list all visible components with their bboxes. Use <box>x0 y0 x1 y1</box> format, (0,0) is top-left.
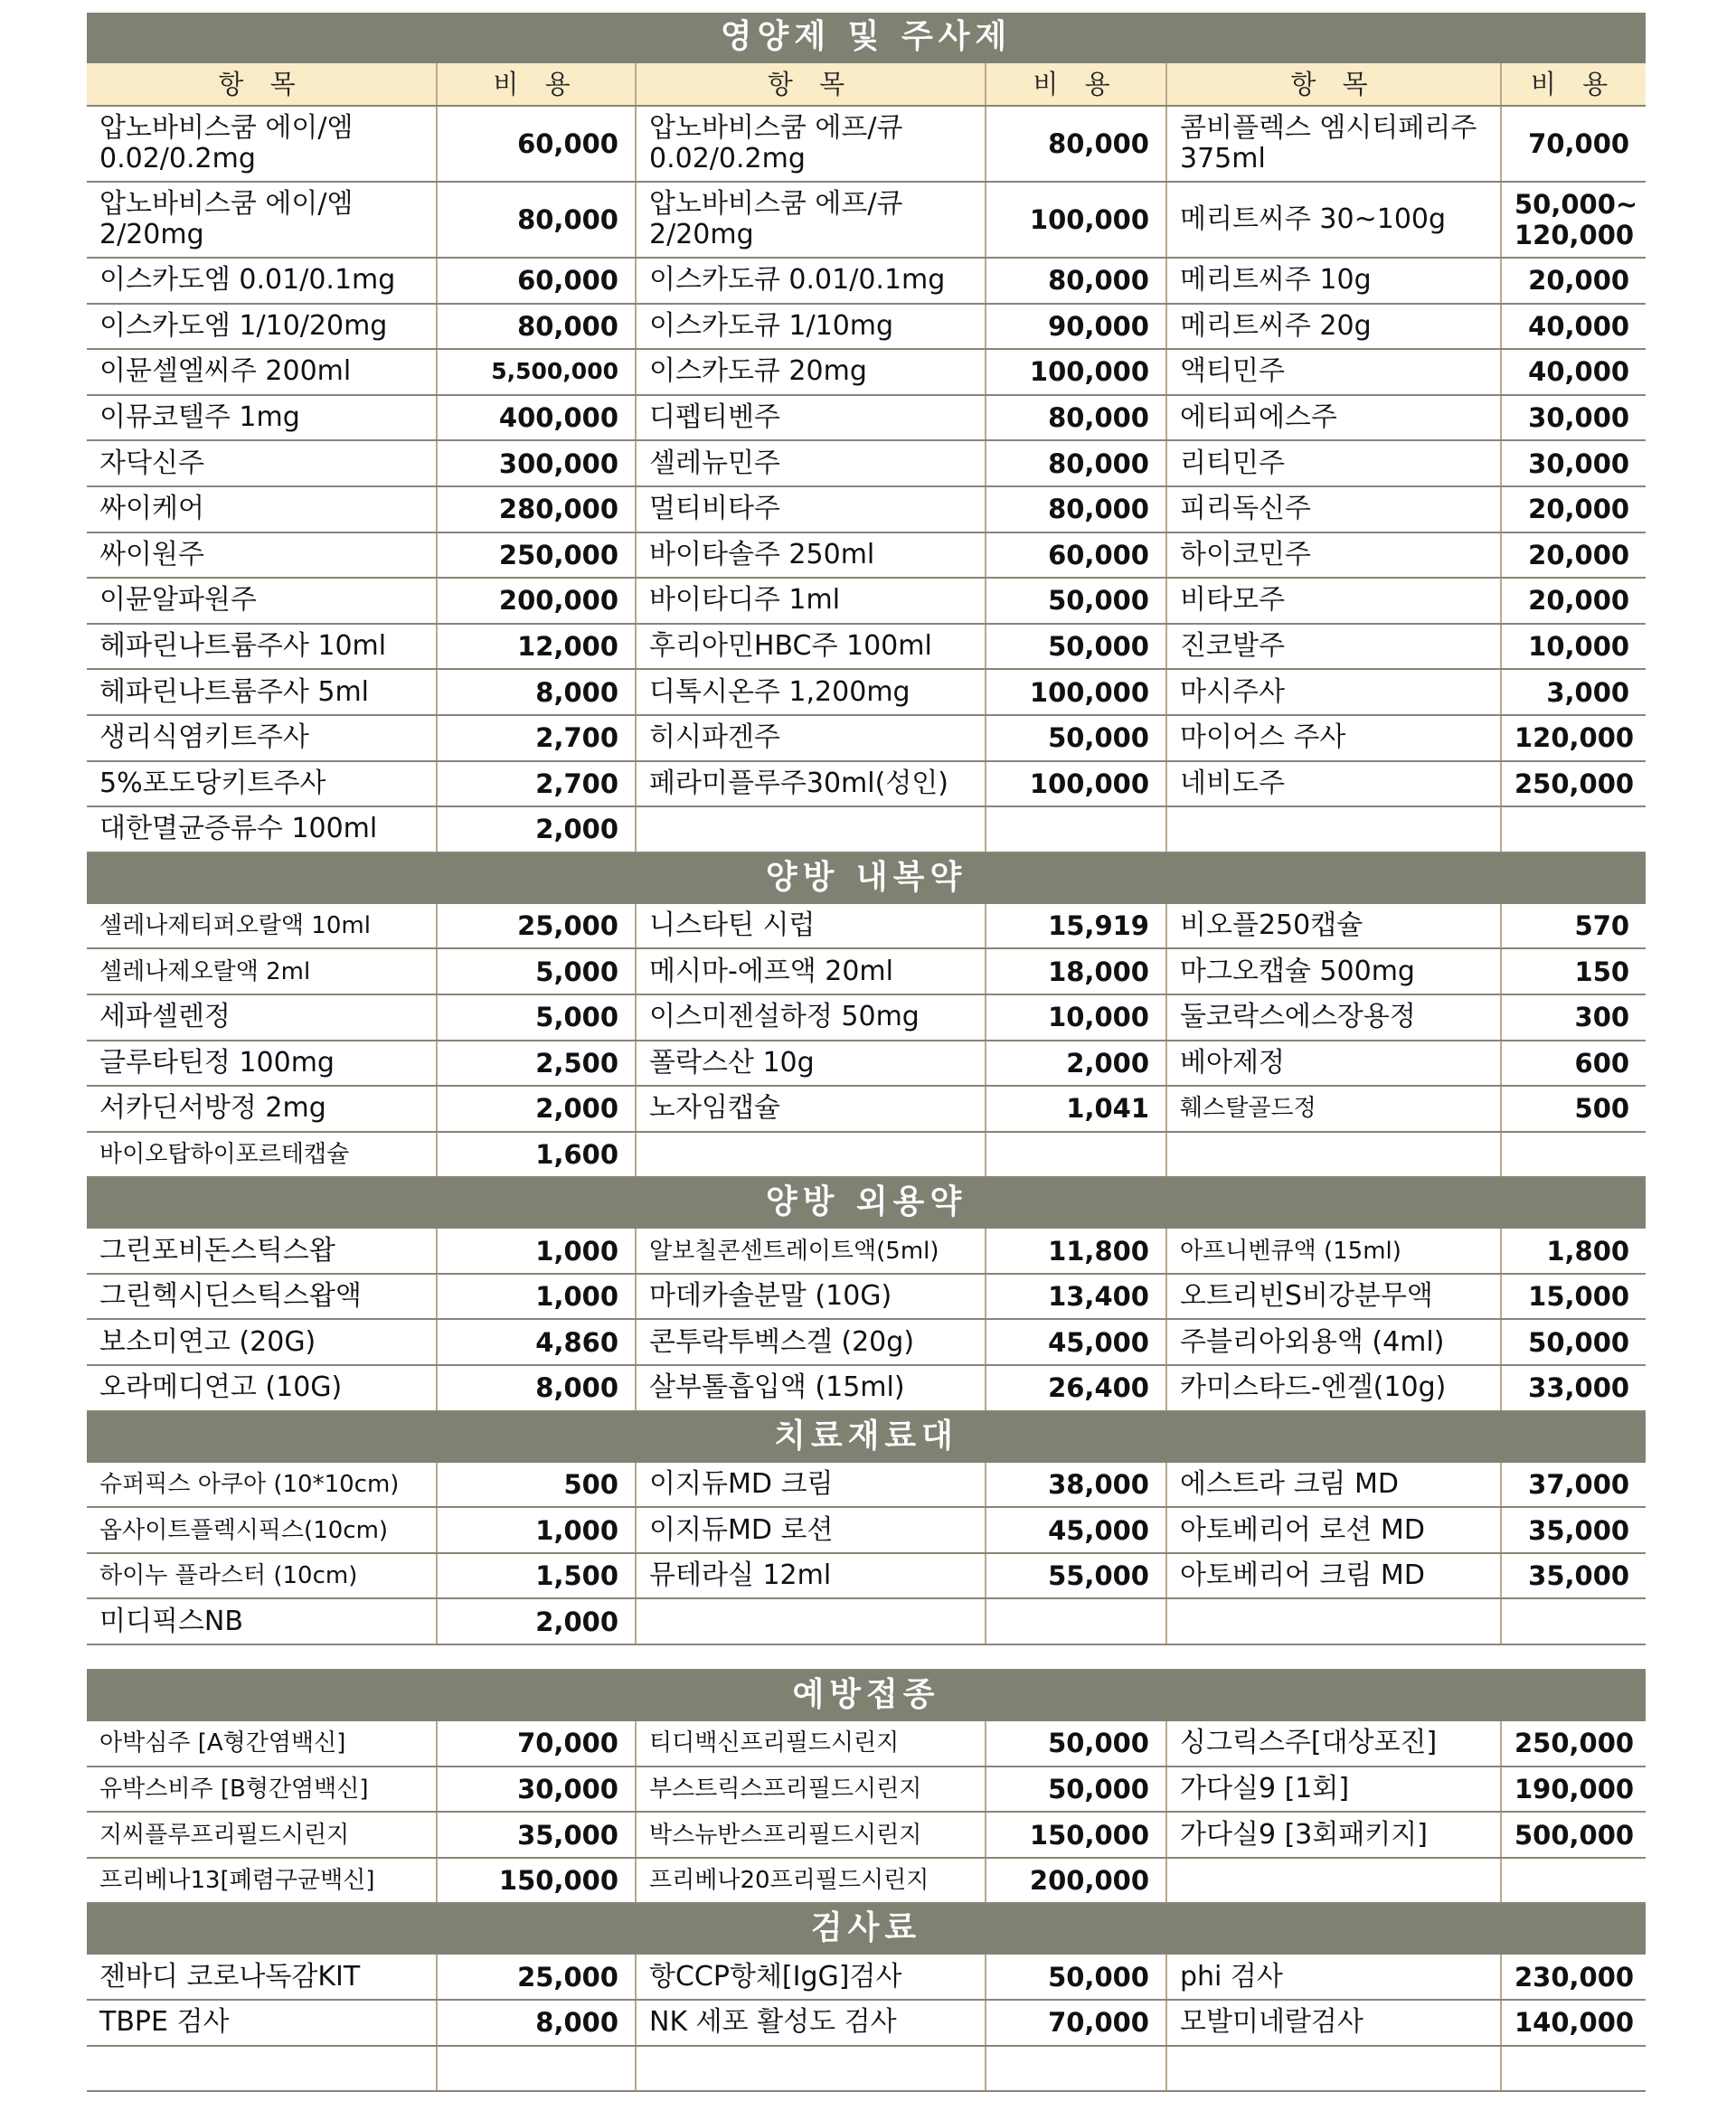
item-cell: 뮤테라실 12ml <box>636 1553 986 1599</box>
price-cell: 8,000 <box>437 669 636 715</box>
price-cell: 40,000 <box>1501 349 1646 395</box>
item-cell: 아프니벤큐액 (15ml) <box>1166 1228 1501 1274</box>
price-cell <box>437 2046 636 2092</box>
price-cell: 250,000 <box>1501 1720 1646 1767</box>
item-cell: 마시주사 <box>1166 669 1501 715</box>
price-cell: 30,000 <box>1501 395 1646 441</box>
price-cell: 25,000 <box>437 1954 636 2000</box>
price-cell: 2,000 <box>437 1598 636 1644</box>
item-cell: 하이누 플라스터 (10cm) <box>87 1553 437 1599</box>
section-title-row <box>87 1411 1646 1462</box>
price-cell: 500,000 <box>1501 1812 1646 1858</box>
table-row <box>87 1858 1646 1904</box>
table-row <box>87 761 1646 807</box>
item-cell: 바이타솔주 250ml <box>636 532 986 579</box>
section-title: 검사료 <box>87 1903 1646 1954</box>
price-cell: 60,000 <box>437 106 636 182</box>
price-cell: 600 <box>1501 1041 1646 1087</box>
item-cell: 이스카도큐 20mg <box>636 349 986 395</box>
price-cell: 1,600 <box>437 1132 636 1178</box>
item-cell: 압노바비스쿰 에이/엠 2/20mg <box>87 182 437 258</box>
table-row <box>87 532 1646 579</box>
item-cell: 이스카도엠 1/10/20mg <box>87 304 437 350</box>
price-cell: 50,000 <box>986 578 1166 624</box>
table-row <box>87 1598 1646 1644</box>
table-row <box>87 304 1646 350</box>
item-cell: 이지듀MD 로션 <box>636 1507 986 1553</box>
price-cell: 70,000 <box>437 1720 636 1767</box>
price-cell: 50,000 <box>1501 1319 1646 1365</box>
price-cell <box>986 1132 1166 1178</box>
item-cell: 이지듀MD 크림 <box>636 1462 986 1508</box>
table-row <box>87 486 1646 532</box>
price-cell: 280,000 <box>437 486 636 532</box>
item-cell: 네비도주 <box>1166 761 1501 807</box>
item-cell: 액티민주 <box>1166 349 1501 395</box>
item-cell: 셀레나제티퍼오랄액 10ml <box>87 903 437 949</box>
item-cell: 아토베리어 로션 MD <box>1166 1507 1501 1553</box>
price-cell: 38,000 <box>986 1462 1166 1508</box>
section-title: 양방 외용약 <box>87 1177 1646 1228</box>
price-cell: 1,041 <box>986 1086 1166 1132</box>
item-cell: 후리아민HBC주 100ml <box>636 624 986 670</box>
item-cell: 싱그릭스주[대상포진] <box>1166 1720 1501 1767</box>
section-title: 영양제 및 주사제 <box>87 13 1646 62</box>
table-row <box>87 2000 1646 2046</box>
item-cell: TBPE 검사 <box>87 2000 437 2046</box>
item-cell: 디톡시온주 1,200mg <box>636 669 986 715</box>
item-cell: 히시파겐주 <box>636 715 986 761</box>
price-cell: 80,000 <box>986 440 1166 486</box>
price-cell: 15,000 <box>1501 1274 1646 1320</box>
price-cell: 300 <box>1501 994 1646 1041</box>
item-cell: 이스카도큐 1/10mg <box>636 304 986 350</box>
price-cell: 80,000 <box>986 486 1166 532</box>
column-header-item: 항 목 <box>1166 62 1501 106</box>
price-cell: 120,000 <box>1501 715 1646 761</box>
price-cell: 5,000 <box>437 948 636 994</box>
item-cell: 카미스타드-엔겔(10g) <box>1166 1365 1501 1411</box>
item-cell: 오라메디연고 (10G) <box>87 1365 437 1411</box>
price-cell: 500 <box>1501 1086 1646 1132</box>
price-table <box>87 13 1646 2092</box>
price-cell: 90,000 <box>986 304 1166 350</box>
item-cell: 압노바비스쿰 에이/엠 0.02/0.2mg <box>87 106 437 182</box>
price-cell: 60,000 <box>986 532 1166 579</box>
column-header-item: 항 목 <box>636 62 986 106</box>
item-cell: 마그오캡슐 500mg <box>1166 948 1501 994</box>
item-cell: 베아제정 <box>1166 1041 1501 1087</box>
price-cell: 80,000 <box>986 106 1166 182</box>
price-cell: 26,400 <box>986 1365 1166 1411</box>
spacer-cell <box>87 1644 1646 1670</box>
price-cell: 20,000 <box>1501 486 1646 532</box>
item-cell: 둘코락스에스장용정 <box>1166 994 1501 1041</box>
table-row <box>87 1365 1646 1411</box>
price-cell: 37,000 <box>1501 1462 1646 1508</box>
column-header-item: 항 목 <box>87 62 437 106</box>
table-row <box>87 395 1646 441</box>
item-cell: 5%포도당키트주사 <box>87 761 437 807</box>
table-row <box>87 806 1646 853</box>
price-cell: 2,000 <box>986 1041 1166 1087</box>
price-cell: 35,000 <box>437 1812 636 1858</box>
price-cell: 5,000 <box>437 994 636 1041</box>
price-cell: 2,000 <box>437 1086 636 1132</box>
item-cell: 비오플250캡슐 <box>1166 903 1501 949</box>
item-cell: 이스미젠설하정 50mg <box>636 994 986 1041</box>
price-cell: 35,000 <box>1501 1553 1646 1599</box>
price-cell: 500 <box>437 1462 636 1508</box>
item-cell: 가다실9 [1회] <box>1166 1767 1501 1813</box>
item-cell <box>1166 1858 1501 1904</box>
price-cell: 2,700 <box>437 761 636 807</box>
item-cell: 에티피에스주 <box>1166 395 1501 441</box>
table-row <box>87 624 1646 670</box>
item-cell: 세파셀렌정 <box>87 994 437 1041</box>
price-cell: 300,000 <box>437 440 636 486</box>
item-cell: 대한멸균증류수 100ml <box>87 806 437 853</box>
table-row <box>87 106 1646 182</box>
item-cell: 헤파린나트륨주사 5ml <box>87 669 437 715</box>
table-row <box>87 1462 1646 1508</box>
price-cell: 250,000 <box>1501 761 1646 807</box>
price-cell: 45,000 <box>986 1319 1166 1365</box>
item-cell: 생리식염키트주사 <box>87 715 437 761</box>
column-header-row <box>87 62 1646 106</box>
price-cell: 80,000 <box>986 395 1166 441</box>
price-cell <box>986 806 1166 853</box>
price-cell: 30,000 <box>437 1767 636 1813</box>
item-cell: 헤파린나트륨주사 10ml <box>87 624 437 670</box>
table-row <box>87 1812 1646 1858</box>
item-cell: 주블리아외용액 (4ml) <box>1166 1319 1501 1365</box>
price-cell: 2,500 <box>437 1041 636 1087</box>
table-row <box>87 715 1646 761</box>
price-cell: 12,000 <box>437 624 636 670</box>
price-cell: 50,000 <box>986 1767 1166 1813</box>
price-cell: 50,000~ 120,000 <box>1501 182 1646 258</box>
item-cell: 비타모주 <box>1166 578 1501 624</box>
item-cell: 노자임캡슐 <box>636 1086 986 1132</box>
item-cell: 아토베리어 크림 MD <box>1166 1553 1501 1599</box>
item-cell: 모발미네랄검사 <box>1166 2000 1501 2046</box>
price-cell: 8,000 <box>437 2000 636 2046</box>
price-cell: 570 <box>1501 903 1646 949</box>
price-cell: 50,000 <box>986 624 1166 670</box>
item-cell <box>636 1598 986 1644</box>
item-cell: 이뮨알파원주 <box>87 578 437 624</box>
item-cell <box>87 2046 437 2092</box>
table-row <box>87 1319 1646 1365</box>
price-cell: 10,000 <box>986 994 1166 1041</box>
item-cell <box>636 1132 986 1178</box>
item-cell: 리티민주 <box>1166 440 1501 486</box>
price-cell: 13,400 <box>986 1274 1166 1320</box>
price-cell: 100,000 <box>986 761 1166 807</box>
item-cell: 디펩티벤주 <box>636 395 986 441</box>
item-cell: 이스카도큐 0.01/0.1mg <box>636 258 986 304</box>
item-cell: 옵사이트플렉시픽스(10cm) <box>87 1507 437 1553</box>
item-cell: 싸이케어 <box>87 486 437 532</box>
item-cell: 프리베나13[폐렴구균백신] <box>87 1858 437 1904</box>
price-cell: 70,000 <box>986 2000 1166 2046</box>
item-cell: 메리트씨주 20g <box>1166 304 1501 350</box>
price-cell: 50,000 <box>986 715 1166 761</box>
price-cell: 10,000 <box>1501 624 1646 670</box>
table-row <box>87 1553 1646 1599</box>
price-cell: 1,000 <box>437 1274 636 1320</box>
price-cell: 5,500,000 <box>437 349 636 395</box>
item-cell: 유박스비주 [B형간염백신] <box>87 1767 437 1813</box>
table-row <box>87 1228 1646 1274</box>
item-cell: 알보칠콘센트레이트액(5ml) <box>636 1228 986 1274</box>
price-cell: 30,000 <box>1501 440 1646 486</box>
price-cell: 35,000 <box>1501 1507 1646 1553</box>
item-cell: 슈퍼픽스 아쿠아 (10*10cm) <box>87 1462 437 1508</box>
item-cell <box>636 2046 986 2092</box>
price-cell: 50,000 <box>986 1720 1166 1767</box>
price-cell: 25,000 <box>437 903 636 949</box>
price-cell: 230,000 <box>1501 1954 1646 2000</box>
item-cell: 콘투락투벡스겔 (20g) <box>636 1319 986 1365</box>
column-header-price: 비 용 <box>1501 62 1646 106</box>
item-cell: 메리트씨주 10g <box>1166 258 1501 304</box>
price-cell: 80,000 <box>986 258 1166 304</box>
price-cell: 140,000 <box>1501 2000 1646 2046</box>
item-cell: 메시마-에프액 20ml <box>636 948 986 994</box>
price-cell: 100,000 <box>986 182 1166 258</box>
price-cell: 2,700 <box>437 715 636 761</box>
item-cell: 니스타틴 시럽 <box>636 903 986 949</box>
price-cell: 100,000 <box>986 349 1166 395</box>
section-spacer <box>87 1644 1646 1670</box>
item-cell: 아박심주 [A형간염백신] <box>87 1720 437 1767</box>
price-cell: 100,000 <box>986 669 1166 715</box>
item-cell: 프리베나20프리필드시린지 <box>636 1858 986 1904</box>
item-cell: 페라미플루주30ml(성인) <box>636 761 986 807</box>
table-row <box>87 578 1646 624</box>
section-title-row <box>87 853 1646 903</box>
section-title-row <box>87 1903 1646 1954</box>
table-row <box>87 1041 1646 1087</box>
item-cell: 훼스탈골드정 <box>1166 1086 1501 1132</box>
table-row <box>87 1507 1646 1553</box>
price-cell: 150,000 <box>986 1812 1166 1858</box>
price-list <box>87 13 1646 2092</box>
item-cell: 셀레뉴민주 <box>636 440 986 486</box>
price-cell: 80,000 <box>437 182 636 258</box>
table-row <box>87 1767 1646 1813</box>
price-cell: 50,000 <box>986 1954 1166 2000</box>
item-cell: 지씨플루프리필드시린지 <box>87 1812 437 1858</box>
table-row <box>87 182 1646 258</box>
item-cell: 압노바비스쿰 에프/큐 2/20mg <box>636 182 986 258</box>
table-row <box>87 1954 1646 2000</box>
price-cell: 4,860 <box>437 1319 636 1365</box>
item-cell: 콤비플렉스 엠시티페리주 375ml <box>1166 106 1501 182</box>
item-cell: 이뮨셀엘씨주 200ml <box>87 349 437 395</box>
item-cell: 셀레나제오랄액 2ml <box>87 948 437 994</box>
item-cell <box>1166 1132 1501 1178</box>
price-cell: 1,800 <box>1501 1228 1646 1274</box>
table-row <box>87 1132 1646 1178</box>
price-cell: 11,800 <box>986 1228 1166 1274</box>
table-row <box>87 2046 1646 2092</box>
item-cell: NK 세포 활성도 검사 <box>636 2000 986 2046</box>
price-cell: 55,000 <box>986 1553 1166 1599</box>
item-cell <box>636 806 986 853</box>
item-cell: 피리독신주 <box>1166 486 1501 532</box>
item-cell: 이스카도엠 0.01/0.1mg <box>87 258 437 304</box>
item-cell: 살부톨흡입액 (15ml) <box>636 1365 986 1411</box>
price-cell <box>1501 1598 1646 1644</box>
price-cell <box>986 2046 1166 2092</box>
section-title: 양방 내복약 <box>87 853 1646 903</box>
item-cell <box>1166 2046 1501 2092</box>
column-header-price: 비 용 <box>986 62 1166 106</box>
item-cell: 글루타틴정 100mg <box>87 1041 437 1087</box>
table-row <box>87 903 1646 949</box>
price-cell: 18,000 <box>986 948 1166 994</box>
price-cell <box>986 1598 1166 1644</box>
price-cell: 2,000 <box>437 806 636 853</box>
price-cell <box>1501 1132 1646 1178</box>
item-cell: phi 검사 <box>1166 1954 1501 2000</box>
price-cell: 40,000 <box>1501 304 1646 350</box>
item-cell: 항CCP항체[IgG]검사 <box>636 1954 986 2000</box>
item-cell: 마데카솔분말 (10G) <box>636 1274 986 1320</box>
item-cell: 가다실9 [3회패키지] <box>1166 1812 1501 1858</box>
table-row <box>87 258 1646 304</box>
price-cell: 33,000 <box>1501 1365 1646 1411</box>
price-cell: 20,000 <box>1501 258 1646 304</box>
table-row <box>87 994 1646 1041</box>
section-title: 예방접종 <box>87 1670 1646 1720</box>
price-cell: 60,000 <box>437 258 636 304</box>
item-cell: 멀티비타주 <box>636 486 986 532</box>
price-cell <box>1501 806 1646 853</box>
section-title-row <box>87 1670 1646 1720</box>
item-cell: 보소미연고 (20G) <box>87 1319 437 1365</box>
section-title-row <box>87 1177 1646 1228</box>
item-cell <box>1166 806 1501 853</box>
price-cell: 250,000 <box>437 532 636 579</box>
price-cell: 200,000 <box>437 578 636 624</box>
price-cell: 20,000 <box>1501 578 1646 624</box>
section-title-row <box>87 13 1646 62</box>
item-cell: 이뮤코텔주 1mg <box>87 395 437 441</box>
item-cell: 자닥신주 <box>87 440 437 486</box>
price-cell: 150,000 <box>437 1858 636 1904</box>
price-cell: 200,000 <box>986 1858 1166 1904</box>
price-cell: 150 <box>1501 948 1646 994</box>
table-row <box>87 349 1646 395</box>
table-row <box>87 948 1646 994</box>
table-row <box>87 440 1646 486</box>
item-cell: 하이코민주 <box>1166 532 1501 579</box>
price-cell: 1,000 <box>437 1228 636 1274</box>
table-row <box>87 1720 1646 1767</box>
price-cell: 8,000 <box>437 1365 636 1411</box>
price-cell: 20,000 <box>1501 532 1646 579</box>
price-cell <box>1501 2046 1646 2092</box>
item-cell: 부스트릭스프리필드시린지 <box>636 1767 986 1813</box>
item-cell <box>1166 1598 1501 1644</box>
table-row <box>87 1086 1646 1132</box>
item-cell: 젠바디 코로나독감KIT <box>87 1954 437 2000</box>
price-cell: 80,000 <box>437 304 636 350</box>
price-cell: 190,000 <box>1501 1767 1646 1813</box>
item-cell: 미디픽스NB <box>87 1598 437 1644</box>
price-cell: 3,000 <box>1501 669 1646 715</box>
item-cell: 서카딘서방정 2mg <box>87 1086 437 1132</box>
price-cell: 45,000 <box>986 1507 1166 1553</box>
item-cell: 싸이원주 <box>87 532 437 579</box>
item-cell: 압노바비스쿰 에프/큐 0.02/0.2mg <box>636 106 986 182</box>
table-row <box>87 1274 1646 1320</box>
price-cell: 400,000 <box>437 395 636 441</box>
price-cell: 70,000 <box>1501 106 1646 182</box>
price-cell: 1,500 <box>437 1553 636 1599</box>
item-cell: 마이어스 주사 <box>1166 715 1501 761</box>
item-cell: 그린포비돈스틱스왑 <box>87 1228 437 1274</box>
item-cell: 오트리빈S비강분무액 <box>1166 1274 1501 1320</box>
item-cell: 티디백신프리필드시린지 <box>636 1720 986 1767</box>
item-cell: 박스뉴반스프리필드시린지 <box>636 1812 986 1858</box>
item-cell: 메리트씨주 30~100g <box>1166 182 1501 258</box>
item-cell: 바이타디주 1ml <box>636 578 986 624</box>
price-cell <box>1501 1858 1646 1904</box>
item-cell: 그린헥시딘스틱스왑액 <box>87 1274 437 1320</box>
item-cell: 진코발주 <box>1166 624 1501 670</box>
item-cell: 바이오탑하이포르테캡슐 <box>87 1132 437 1178</box>
item-cell: 에스트라 크림 MD <box>1166 1462 1501 1508</box>
price-cell: 1,000 <box>437 1507 636 1553</box>
table-row <box>87 669 1646 715</box>
price-cell: 15,919 <box>986 903 1166 949</box>
section-title: 치료재료대 <box>87 1411 1646 1462</box>
column-header-price: 비 용 <box>437 62 636 106</box>
item-cell: 폴락스산 10g <box>636 1041 986 1087</box>
